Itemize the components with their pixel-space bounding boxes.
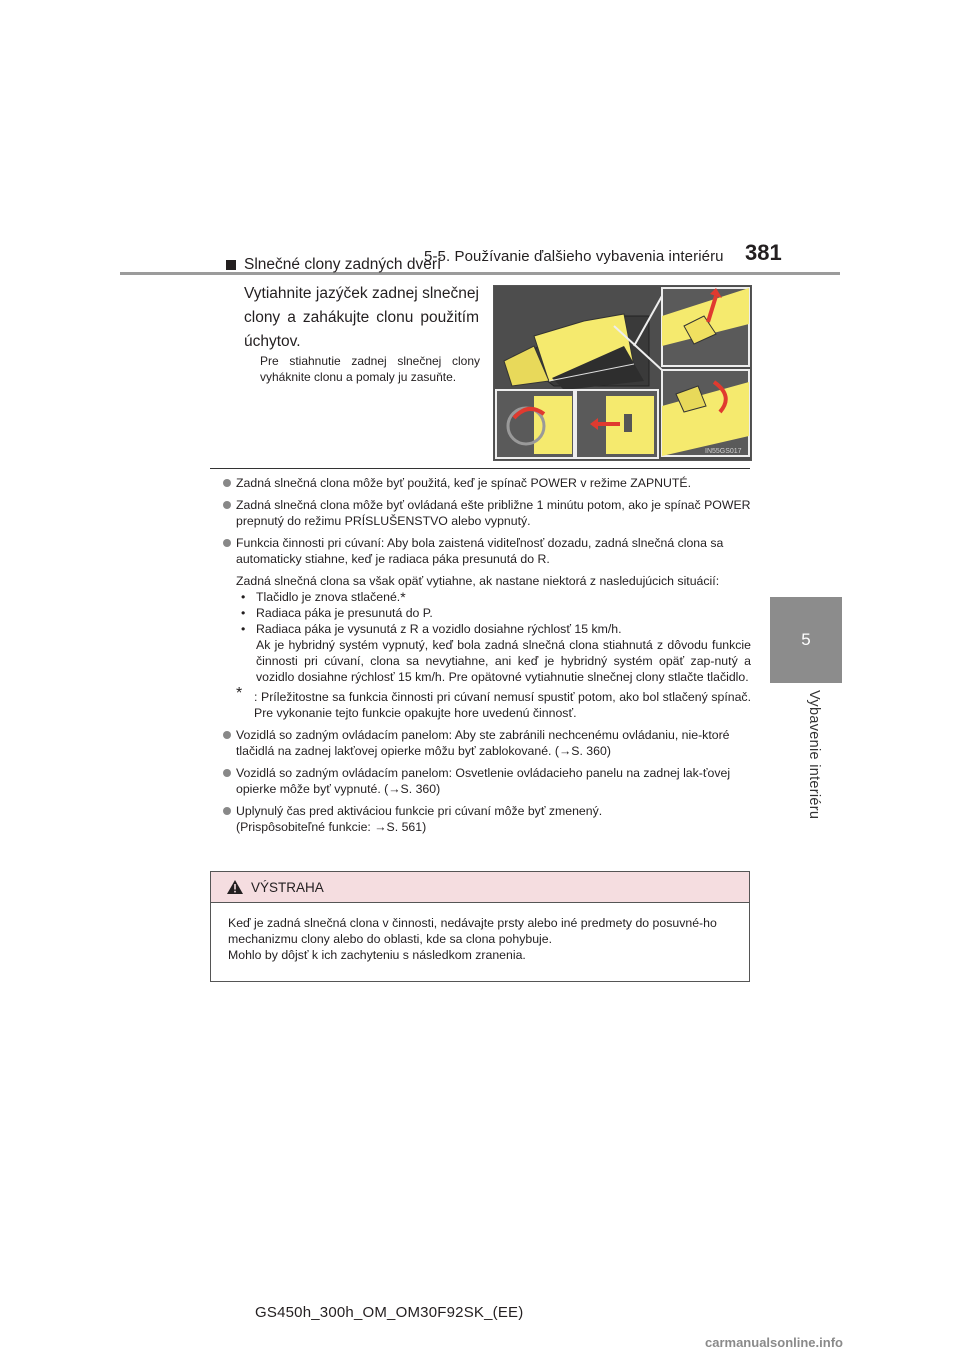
note-text: Vozidlá so zadným ovládacím panelom: Aby ste zabránili nechcenému ovládaniu, nie-ktoré tlačidlá na zadnej lakťovej opierke môžu byť zablokované. (→S. 360): [236, 728, 730, 758]
footnote-text: : Príležitostne sa funkcia činnosti pri cúvaní nemusí spustiť potom, ako bol stlačený spínač. Pre vykonanie tejto funkcie opakujte hore uvedenú činnosť.: [254, 690, 751, 720]
footnote: [236, 685, 751, 721]
note-item: [223, 727, 751, 759]
note-text: Zadná slnečná clona môže byť ovládaná ešte približne 1 minútu potom, ako je spínač POWER prepnutý do režimu PRÍSLUŠENSTVO alebo vypnutý.: [236, 498, 751, 528]
figure-code: IN55GS017: [705, 448, 742, 455]
chapter-number: 5: [801, 630, 811, 649]
warning-body: [211, 903, 749, 963]
sub-item-text: Radiaca páka je vysunutá z R a vozidlo dosiahne rýchlosť 15 km/h.: [256, 622, 622, 636]
notes-list: [223, 475, 751, 841]
bullet-icon: [223, 501, 231, 509]
sub-item-text: Radiaca páka je presunutá do P.: [256, 606, 433, 620]
section-title: [226, 256, 441, 274]
warning-text: Mohlo by dôjsť k ich zachyteniu s následkom zranenia.: [228, 948, 526, 962]
sub-list-item: [236, 605, 751, 621]
bullet-icon: [223, 539, 231, 547]
square-bullet-icon: [226, 260, 236, 270]
bullet-icon: [223, 731, 231, 739]
dot-icon: •: [241, 622, 246, 636]
running-header: 5-5. Používanie ďalšieho vybavenia interiéru: [424, 248, 724, 265]
dot-icon: •: [241, 590, 246, 604]
warning-triangle-icon: [227, 880, 243, 894]
bullet-icon: [223, 769, 231, 777]
sunshade-illustration: [493, 285, 752, 461]
chapter-label: Vybavenie interiéru: [806, 690, 822, 820]
instruction-text: Vytiahnite jazýček zadnej slnečnej clony a zahákujte clonu použitím úchytov.: [244, 285, 479, 350]
note-text: Zadná slnečná clona môže byť použitá, keď je spínač POWER v režime ZAPNUTÉ.: [236, 476, 692, 490]
note-text: Funkcia činnosti pri cúvaní: Aby bola zaistená viditeľnosť dozadu, zadná slnečná clona sa automaticky stiahne, keď je radiaca páka presunutá do R.: [236, 536, 724, 566]
sunshade-illustration-svg: [494, 286, 751, 460]
note-text: (Prispôsobiteľné funkcie: →S. 561): [236, 820, 427, 834]
note-paragraph: Zadná slnečná clona sa však opäť vytiahne, ak nastane niektorá z nasledujúcich situácií:: [236, 574, 720, 588]
watermark: carmanualsonline.info: [705, 1335, 843, 1350]
asterisk-mark: *: [400, 589, 406, 605]
sub-item-text: Tlačidlo je znova stlačené.: [256, 590, 401, 604]
dot-icon: •: [241, 606, 246, 620]
sub-list-item: [236, 621, 751, 685]
note-item: [223, 803, 751, 835]
instruction-subtext: Pre stiahnutie zadnej slnečnej clony vyháknite clonu a pomaly ju zasuňte.: [260, 354, 480, 384]
warning-box: [210, 871, 750, 982]
warning-text: Keď je zadná slnečná clona v činnosti, nedávajte prsty alebo iné predmety do posuvné-ho mechanizmu clony alebo do oblasti, kde sa clona pohybuje.: [228, 916, 717, 946]
note-item: [223, 475, 751, 491]
note-item: [223, 765, 751, 797]
sub-list-item: [236, 589, 751, 605]
page-number: 381: [745, 240, 782, 265]
section-title-text: Slnečné clony zadných dverí: [244, 256, 442, 273]
note-text: Uplynulý čas pred aktiváciou funkcie pri cúvaní môže byť zmenený.: [236, 804, 603, 818]
footnote-mark: *: [236, 685, 243, 702]
separator-rule: [210, 468, 750, 469]
chapter-tab: [770, 597, 842, 683]
note-item: [223, 497, 751, 529]
manual-code: GS450h_300h_OM_OM30F92SK_(EE): [255, 1304, 524, 1321]
warning-title: VÝSTRAHA: [251, 879, 324, 895]
note-text: Vozidlá so zadným ovládacím panelom: Osvetlenie ovládacieho panelu na zadnej lak-ťovej opierke môže byť vypnuté. (→S. 360): [236, 766, 731, 796]
note-item: [223, 535, 751, 721]
sub-item-detail: Ak je hybridný systém vypnutý, keď bola zadná slnečná clona stiahnutá z dôvodu funkcie činnosti pri cúvaní, clona sa nevytiahne, ani keď je hybridný systém opäť zap-nutý a vozidlo dosiahne rýchlosť 15 km/h. Pre opätovné vytiahnutie slnečnej clony stlačte tlačidlo.: [256, 638, 751, 684]
warning-header: [211, 872, 749, 903]
bullet-icon: [223, 807, 231, 815]
bullet-icon: [223, 479, 231, 487]
